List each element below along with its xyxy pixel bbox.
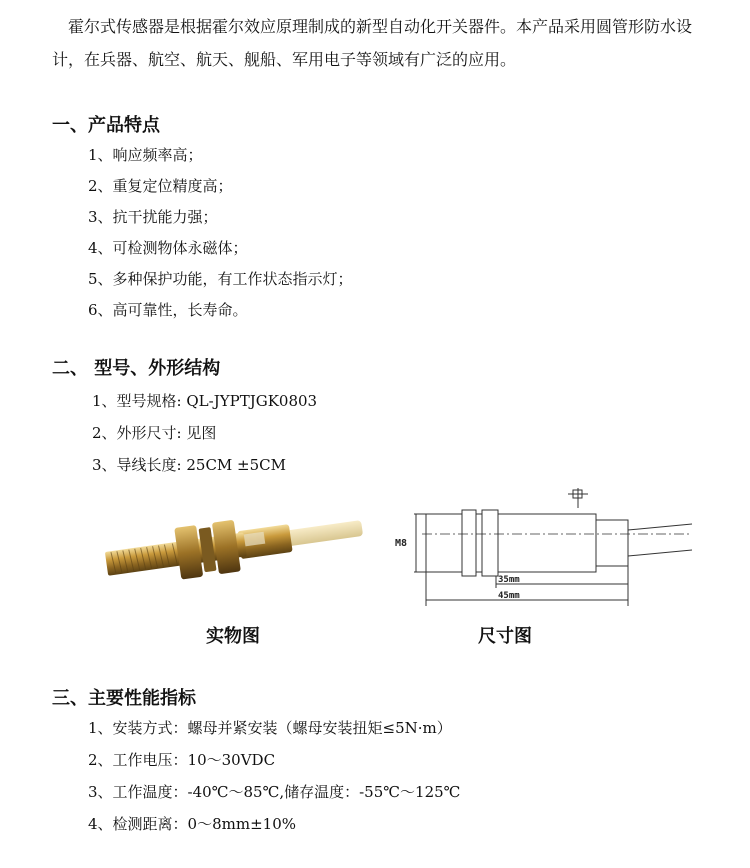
list-item: 4、可检测物体永磁体； (88, 239, 248, 257)
list-item: 2、工作电压：10～30VDC (88, 751, 276, 769)
list-item: 3、抗干扰能力强； (88, 208, 218, 226)
list-item: 1、安装方式：螺母并紧安装（螺母安装扭矩≤5N·m） (88, 719, 452, 737)
list-item: 1、响应频率高； (88, 146, 203, 164)
feature-list (88, 140, 353, 326)
performance-list (88, 712, 460, 840)
dimension-35-label: 35mm (498, 575, 520, 585)
list-item: 5、多种保护功能，有工作状态指示灯； (88, 270, 353, 288)
list-item: 6、高可靠性，长寿命。 (88, 301, 248, 319)
list-item: 2、外形尺寸: 见图 (92, 424, 217, 442)
drawing-caption: 尺寸图 (478, 626, 532, 647)
list-item: 3、导线长度: 25CM ±5CM (92, 456, 287, 474)
dimension-drawing (392, 484, 700, 612)
sensor-photo (98, 498, 370, 604)
section-title-performance: 三、主要性能指标 (52, 688, 196, 709)
list-item: 4、检测距离：0～8mm±10% (88, 815, 296, 833)
list-item: 1、型号规格: QL-JYPTJGK0803 (92, 392, 318, 410)
list-item: 3、工作温度：-40℃～85℃,储存温度：-55℃～125℃ (88, 783, 461, 801)
model-list (92, 385, 317, 481)
section-title-features: 一、产品特点 (52, 115, 160, 136)
intro-paragraph: 霍尔式传感器是根据霍尔效应原理制成的新型自动化开关器件。本产品采用圆管形防水设计，在兵器、航空、航天、舰船、军用电子等领域有广泛的应用。 (52, 17, 693, 69)
photo-caption: 实物图 (206, 626, 260, 647)
section-title-model: 二、 型号、外形结构 (52, 358, 221, 379)
list-item: 2、重复定位精度高； (88, 177, 233, 195)
thread-label: M8 (395, 538, 408, 549)
dimension-45-label: 45mm (498, 591, 520, 601)
